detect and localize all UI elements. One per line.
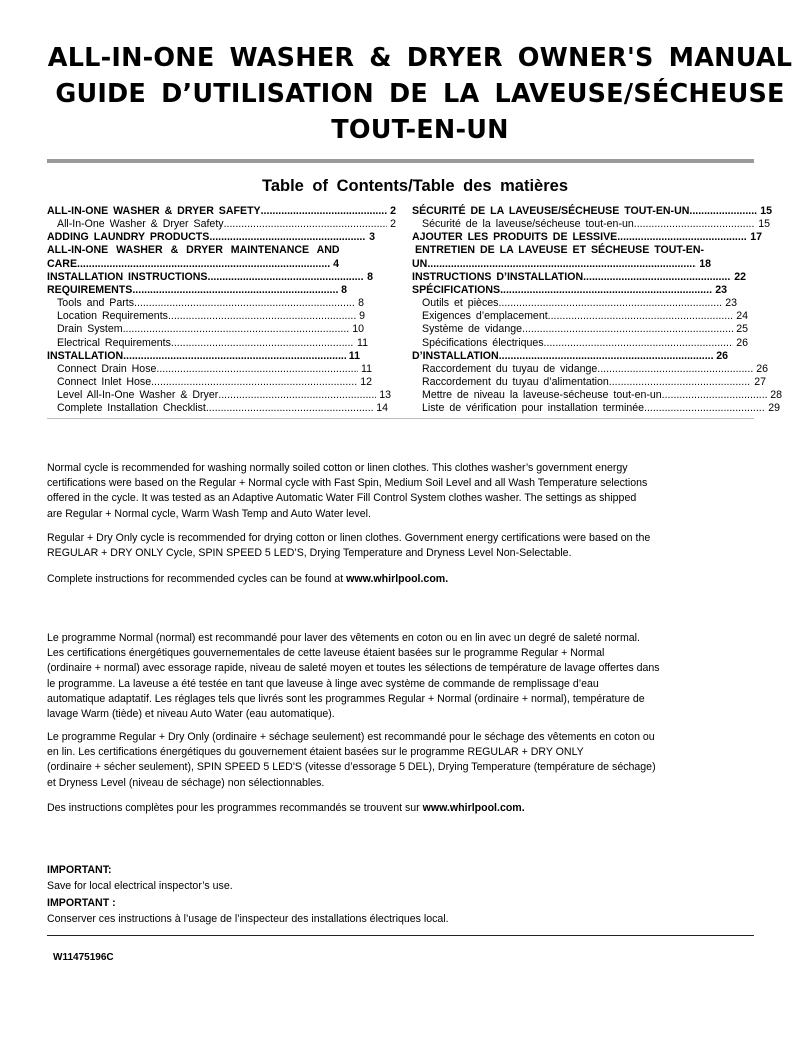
toc-entry[interactable]: All-In-One Washer & Dryer Safety ..... 2 [47, 218, 396, 231]
toc-entry[interactable]: REQUIREMENTS ..... 8 [47, 284, 347, 297]
toc-entry[interactable]: Raccordement du tuyau de vidange ..... 26 [412, 363, 768, 376]
title-line-2: GUIDE D’UTILISATION DE LA LAVEUSE/SÉCHEUSE [55, 79, 785, 109]
toc-divider [47, 418, 754, 419]
toc-entry[interactable]: Complete Installation Checklist ..... 14 [47, 402, 388, 415]
toc-entry[interactable]: Sécurité de la laveuse/sécheuse tout-en-un ..... 15 [412, 218, 770, 231]
toc-entry[interactable]: AJOUTER LES PRODUITS DE LESSIVE ..... 17 [412, 231, 762, 244]
fr-dry-cycle-paragraph: Le programme Regular + Dry Only (ordinaire + séchage seulement) est recommandé pour le séchage des vêtements en coton ou en lin. Les certifications énergétiques du gouvernement étaient basées sur le programme REGULAR + DRY ONLY (ordinaire + sécher seulement), SPIN SPEED 5 LED'S (vitesse d’essorage 5 DEL), Drying Temperature (température de séchage) et Dryness Level (niveau de séchage) non sélectionnables. [47, 731, 656, 789]
toc-right-column [412, 205, 782, 416]
toc-entry[interactable]: Raccordement du tuyau d’alimentation ..... 27 [412, 376, 766, 389]
toc-left-column [47, 205, 396, 416]
toc-entry[interactable]: SÉCURITÉ DE LA LAVEUSE/SÉCHEUSE TOUT-EN-UN ..... 15 [412, 205, 772, 218]
toc-entry[interactable]: Connect Inlet Hose ..... 12 [47, 376, 372, 389]
important-label-en: IMPORTANT: [47, 864, 112, 876]
title-line-3: TOUT-EN-UN [331, 115, 509, 145]
toc-entry[interactable]: ADDING LAUNDRY PRODUCTS ..... 3 [47, 231, 375, 244]
toc-entry[interactable]: SPÉCIFICATIONS ..... 23 [412, 284, 727, 297]
toc-entry[interactable]: ENTRETIEN DE LA LAVEUSE ET SÉCHEUSE TOUT-EN- [415, 244, 705, 257]
toc-entry[interactable]: Outils et pièces ..... 23 [412, 297, 737, 310]
en-website-line: Complete instructions for recommended cycles can be found at www.whirlpool.com. [47, 573, 449, 585]
toc-entry[interactable]: Drain System ..... 10 [47, 323, 364, 336]
website-link[interactable]: www.whirlpool.com. [422, 802, 525, 814]
toc-entry[interactable]: Level All-In-One Washer & Dryer ..... 13 [47, 389, 391, 402]
title-line-1: ALL-IN-ONE WASHER & DRYER OWNER'S MANUAL [47, 43, 793, 73]
important-notes [47, 862, 767, 927]
toc-entry[interactable]: Electrical Requirements ..... 11 [47, 337, 368, 350]
important-text-fr: Conserver ces instructions à l’usage de l’inspecteur des installations électriques local. [47, 912, 449, 925]
toc-entry[interactable]: INSTRUCTIONS D’INSTALLATION ..... 22 [412, 271, 746, 284]
en-dry-cycle-paragraph: Regular + Dry Only cycle is recommended for drying cotton or linen clothes. Government energy certifications were based on the REGULAR + DRY ONLY Cycle, SPIN SPEED 5 LED’S, Drying Temperature and Dryness Level Non-Selectable. [47, 532, 651, 560]
toc-entry[interactable]: Tools and Parts ..... 8 [47, 297, 364, 310]
fr-website-line: Des instructions complètes pour les programmes recommandés se trouvent sur www.whirlpool.com. [47, 802, 525, 814]
toc-entry[interactable]: ALL-IN-ONE WASHER & DRYER MAINTENANCE AND [47, 244, 340, 257]
toc-entry[interactable]: Liste de vérification pour installation terminée ..... 29 [412, 402, 780, 415]
toc-entry[interactable]: Système de vidange ..... 25 [412, 323, 748, 336]
toc-entry[interactable]: Connect Drain Hose ..... 11 [47, 363, 372, 376]
toc-entry[interactable]: ALL-IN-ONE WASHER & DRYER SAFETY ..... 2 [47, 205, 396, 218]
footer-divider [47, 935, 754, 936]
header-divider [47, 159, 754, 163]
important-label-fr: IMPORTANT : [47, 896, 116, 909]
website-link[interactable]: www.whirlpool.com. [346, 573, 449, 585]
fr-normal-cycle-paragraph: Le programme Normal (normal) est recommandé pour laver des vêtements en coton ou en lin avec un degré de saleté normal. Les certifications énergétiques gouvernementales de cette laveuse étaient basées sur le programme Regular + Normal (ordinaire + normal) avec essorage rapide, niveau de saleté moyen et toutes les sélections de température de lavage offertes dans le programme. La laveuse a été testée en tant que laveuse à linge avec système de commande de remplissage d’eau automatique adaptatif. Les réglages tels que livrés sont les programmes Regular + Normal (ordinaire + normal), température de lavage Warm (tiède) et niveau Auto Water (eau automatique). [47, 632, 660, 721]
toc-heading: Table of Contents/Table des matières [261, 177, 569, 195]
toc-entry[interactable]: INSTALLATION ..... 11 [47, 350, 360, 363]
important-text-en: Save for local electrical inspector’s use. [47, 880, 233, 893]
toc-entry[interactable]: Mettre de niveau la laveuse-sécheuse tout-en-un ..... 28 [412, 389, 782, 402]
toc-entry[interactable]: Location Requirements ..... 9 [47, 310, 365, 323]
toc-entry[interactable]: D’INSTALLATION ..... 26 [412, 350, 728, 363]
toc-entry[interactable]: Exigences d’emplacement ..... 24 [412, 310, 748, 323]
toc-entry[interactable]: UN ..... 18 [412, 258, 711, 271]
toc-entry[interactable]: INSTALLATION INSTRUCTIONS ..... 8 [47, 271, 373, 284]
toc-entry[interactable]: CARE ..... 4 [47, 258, 339, 271]
en-normal-cycle-paragraph: Normal cycle is recommended for washing normally soiled cotton or linen clothes. This clothes washer’s government energy certifications were based on the Regular + Normal cycle with Fast Spin, Medium Soil Level and all Wash Temperature selections offered in the cycle. It was tested as an Adaptive Automatic Water Fill Control System clothes washer. The settings as shipped are Regular + Normal cycle, Warm Wash Temp and Auto Water level. [47, 462, 648, 520]
document-number: W11475196C [53, 952, 114, 963]
toc-entry[interactable]: Spécifications électriques ..... 26 [412, 337, 748, 350]
